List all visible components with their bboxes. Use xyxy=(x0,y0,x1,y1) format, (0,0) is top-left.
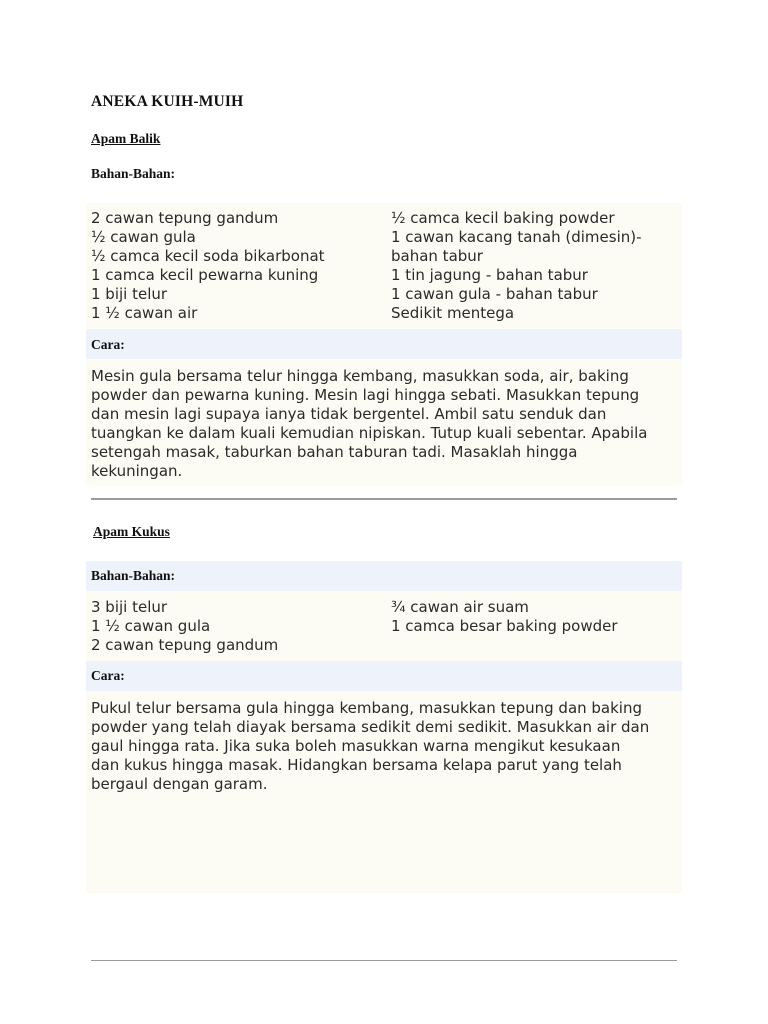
ingredient-item: ½ camca kecil baking powder xyxy=(391,209,615,227)
ingredient-item: 1 tin jagung - bahan tabur xyxy=(391,266,588,284)
method-line: gaul hingga rata. Jika suka boleh masukkan warna mengikut kesukaan xyxy=(91,737,621,755)
ingredients-right-column xyxy=(391,598,618,636)
ingredient-item: 1 cawan kacang tanah (dimesin)- xyxy=(391,228,642,246)
ingredient-item: ¾ cawan air suam xyxy=(391,598,529,616)
ingredient-item: 3 biji telur xyxy=(91,598,168,616)
ingredient-item: ½ camca kecil soda bikarbonat xyxy=(91,247,325,265)
bottom-divider xyxy=(91,960,677,961)
method-line: bergaul dengan garam. xyxy=(91,775,268,793)
method-line: powder dan pewarna kuning. Mesin lagi hingga sebati. Masukkan tepung xyxy=(91,386,640,404)
method-line: dan mesin lagi supaya ianya tidak bergentel. Ambil satu senduk dan xyxy=(91,405,607,423)
ingredient-item: 1 cawan gula - bahan tabur xyxy=(391,285,598,303)
ingredient-item: ½ cawan gula xyxy=(91,228,196,246)
method-text xyxy=(91,699,681,794)
ingredients-header xyxy=(86,561,682,591)
ingredients-left-column xyxy=(91,598,278,655)
method-header xyxy=(86,329,682,359)
method-line: Pukul telur bersama gula hingga kembang, masukkan tepung dan baking xyxy=(91,699,643,717)
method-line: dan kukus hingga masak. Hidangkan bersama kelapa parut yang telah xyxy=(91,756,622,774)
method-panel xyxy=(86,691,682,893)
method-label: Cara: xyxy=(91,337,125,352)
ingredient-item: 1 ½ cawan gula xyxy=(91,617,211,635)
ingredient-item: 1 ½ cawan air xyxy=(91,304,198,322)
method-line: kekuningan. xyxy=(91,462,183,480)
ingredients-panel xyxy=(86,203,682,329)
section-divider xyxy=(91,498,677,500)
ingredients-panel xyxy=(86,591,682,661)
ingredient-item: 1 biji telur xyxy=(91,285,168,303)
recipe-title-apam-balik: Apam Balik xyxy=(91,131,161,146)
ingredients-label: Bahan-Bahan: xyxy=(91,166,176,181)
ingredient-item: 2 cawan tepung gandum xyxy=(91,636,279,654)
method-panel xyxy=(86,359,682,486)
ingredients-right-column xyxy=(391,209,642,323)
method-text xyxy=(91,367,681,481)
ingredients-left-column xyxy=(91,209,325,323)
ingredients-label: Bahan-Bahan: xyxy=(91,568,176,583)
ingredient-item: 1 camca besar baking powder xyxy=(391,617,618,635)
method-label: Cara: xyxy=(91,668,125,683)
method-line: Mesin gula bersama telur hingga kembang, masukkan soda, air, baking xyxy=(91,367,629,385)
ingredient-item: Sedikit mentega xyxy=(391,304,515,322)
recipe-title-apam-kukus: Apam Kukus xyxy=(93,524,170,539)
document-title: ANEKA KUIH-MUIH xyxy=(91,93,244,110)
ingredient-item: bahan tabur xyxy=(391,247,483,265)
method-line: powder yang telah diayak bersama sedikit demi sedikit. Masukkan air dan xyxy=(91,718,650,736)
method-header xyxy=(86,661,682,691)
method-line: tuangkan ke dalam kuali kemudian nipiskan. Tutup kuali sebentar. Apabila xyxy=(91,424,648,442)
method-line: setengah masak, taburkan bahan taburan tadi. Masaklah hingga xyxy=(91,443,578,461)
ingredient-item: 2 cawan tepung gandum xyxy=(91,209,279,227)
ingredient-item: 1 camca kecil pewarna kuning xyxy=(91,266,319,284)
